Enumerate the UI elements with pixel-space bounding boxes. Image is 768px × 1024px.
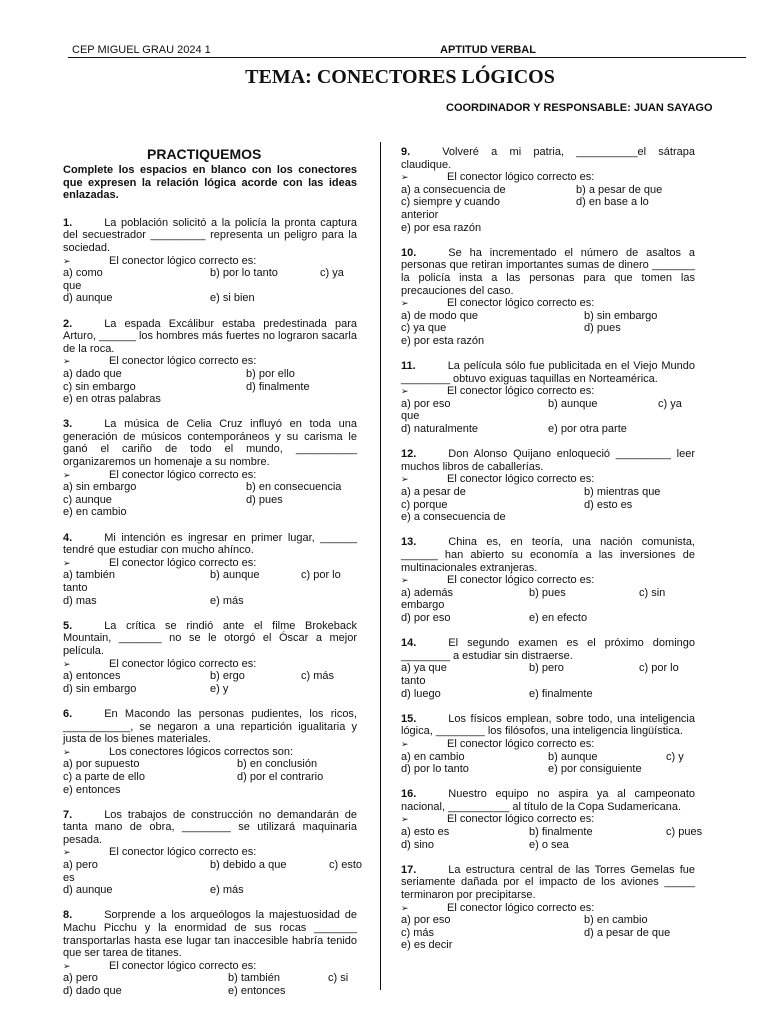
option: e) si bien [210, 292, 255, 305]
options-row [401, 927, 695, 940]
option: e) a consecuencia de [401, 511, 506, 524]
options-row [63, 494, 357, 507]
option: a) sin embargo [63, 481, 137, 494]
option: d) pues [584, 322, 621, 335]
option: c) pues [666, 826, 703, 839]
option: e) es decir [401, 939, 453, 952]
question-number: 10. [401, 246, 417, 259]
option: e) por otra parte [548, 423, 627, 436]
options-row [63, 859, 363, 872]
options-row [63, 683, 357, 696]
option-wrap-text: tanto [63, 582, 88, 594]
options-row [63, 972, 357, 985]
option: d) luego [401, 687, 441, 700]
subject-header: APTITUD VERBAL [440, 44, 536, 56]
option: a) como [63, 267, 103, 280]
question-number: 2. [63, 317, 73, 330]
option: e) más [210, 594, 244, 607]
option: b) por lo tanto [210, 267, 278, 280]
question-text: La población solicitó a la policía la pronta captura del secuestrador _________ representa un peligro para la sociedad. [63, 216, 357, 254]
prompt-text: El conector lógico correcto es: [447, 385, 595, 398]
options [401, 184, 695, 234]
question-text: La espada Excálibur estaba predestinada para Arturo, ______ los hombres más fuertes no lograron sacarla de la roca. [63, 317, 357, 355]
prompt-text: El conector lógico correcto es: [109, 556, 257, 569]
question-stem [401, 637, 695, 662]
option: d) dado que [63, 985, 122, 997]
connector-prompt [401, 738, 695, 751]
prompt-text: El conector lógico correcto es: [447, 473, 595, 486]
page-title: TEMA: CONECTORES LÓGICOS [245, 66, 555, 88]
connector-prompt [63, 960, 357, 973]
question-text: La crítica se rindió ante el filme Brokeback Mountain, _______ no se le otorgó el Óscar a mejor película. [63, 619, 357, 657]
options-row [63, 670, 357, 683]
question-9 [401, 146, 695, 234]
options-row [401, 939, 695, 952]
question-6 [63, 708, 357, 796]
options-row [63, 771, 357, 784]
option-wrap-text: que [63, 279, 82, 292]
option: e) y [210, 682, 229, 695]
prompt-text: El conector lógico correcto es: [109, 468, 257, 481]
option: d) por el contrario [237, 770, 324, 783]
option: d) por eso [401, 611, 451, 624]
question-stem [401, 788, 695, 813]
connector-prompt [401, 297, 695, 310]
question-number: 11. [401, 360, 416, 373]
options-row [63, 784, 357, 797]
question-11 [401, 360, 695, 436]
arrow-bullet-icon: ➢ [63, 255, 71, 266]
header-rule [68, 57, 746, 58]
options-row [401, 662, 695, 675]
connector-prompt [401, 902, 695, 915]
prompt-text: Los conectores lógicos correctos son: [109, 745, 294, 758]
options-row [401, 398, 695, 411]
options [401, 310, 695, 348]
option: a) por eso [401, 397, 451, 410]
prompt-text: El conector lógico correcto es: [109, 254, 257, 267]
option-wrap-text: embargo [401, 599, 445, 612]
arrow-bullet-icon: ➢ [401, 814, 409, 825]
option: b) pero [529, 662, 564, 675]
option: c) ya [320, 267, 344, 280]
option: e) más [210, 884, 244, 897]
options-row [63, 292, 357, 305]
options-row-wrap [401, 675, 695, 688]
question-number: 9. [401, 146, 411, 158]
question-stem [63, 909, 357, 959]
connector-prompt [63, 746, 357, 759]
arrow-bullet-icon: ➢ [401, 902, 409, 913]
options [401, 826, 703, 851]
option: b) ergo [210, 670, 245, 683]
options-row [63, 393, 357, 406]
question-17 [401, 864, 695, 952]
option: e) entonces [63, 783, 121, 796]
question-stem [63, 318, 357, 356]
option: b) a pesar de que [576, 183, 663, 196]
option: b) en cambio [584, 914, 648, 927]
options [401, 587, 695, 625]
question-2 [63, 318, 357, 406]
connector-prompt [63, 557, 357, 570]
option: c) ya que [401, 322, 447, 335]
question-number: 8. [63, 909, 73, 922]
option: e) por consiguiente [548, 763, 642, 776]
options [401, 914, 695, 952]
question-text: La película sólo fue publicitada en el Viejo Mundo ________ obtuvo exiguas taquillas en Norteamérica. [401, 360, 695, 385]
prompt-text: El conector lógico correcto es: [447, 171, 595, 184]
question-text: Sorprende a los arqueólogos la majestuosidad de Machu Picchu y la enormidad de sus rocas _______ transportarlas hasta ese lugar tan inaccesible habría tenido que ser tarea de titanes. [63, 909, 357, 960]
option: d) esto es [584, 498, 633, 511]
option: b) finalmente [529, 826, 593, 839]
options [63, 368, 357, 406]
instructions: Complete los espacios en blanco con los conectores que expresen la relación lógica acorde con las ideas enlazadas. [63, 164, 357, 202]
options-row [401, 423, 695, 436]
arrow-bullet-icon: ➢ [401, 386, 409, 397]
arrow-bullet-icon: ➢ [401, 298, 409, 309]
question-number: 1. [63, 216, 73, 229]
options [63, 569, 357, 607]
options-row [401, 612, 695, 625]
question-number: 5. [63, 619, 73, 632]
option: b) en consecuencia [246, 481, 342, 494]
question-number: 4. [63, 531, 73, 544]
school-header: CEP MIGUEL GRAU 2024 1 [72, 44, 211, 56]
option: b) aunque [548, 750, 598, 763]
prompt-text: El conector lógico correcto es: [447, 737, 595, 750]
connector-prompt [401, 473, 695, 486]
option: a) entonces [63, 670, 121, 683]
option: d) finalmente [246, 380, 310, 393]
options-row [401, 751, 695, 764]
option: c) aunque [63, 493, 112, 506]
arrow-bullet-icon: ➢ [401, 172, 409, 183]
option: a) esto es [401, 826, 450, 839]
prompt-text: El conector lógico correcto es: [109, 657, 257, 670]
options-row [63, 985, 357, 998]
arrow-bullet-icon: ➢ [63, 847, 71, 858]
connector-prompt [63, 469, 357, 482]
option: d) a pesar de que [584, 926, 671, 939]
question-5 [63, 620, 357, 696]
options-row-wrap [401, 410, 695, 423]
question-text: Don Alonso Quijano enloqueció _________ leer muchos libros de caballerías. [401, 448, 695, 473]
option: a) también [63, 569, 115, 582]
options-row [401, 914, 695, 927]
prompt-text: El conector lógico correcto es: [109, 355, 257, 368]
options-row [401, 335, 695, 348]
question-number: 15. [401, 712, 417, 725]
question-text: El segundo examen es el próximo domingo ________ a estudiar sin distraerse. [401, 637, 695, 662]
question-7 [63, 808, 363, 897]
question-number: 16. [401, 788, 417, 801]
connector-prompt [401, 813, 695, 826]
arrow-bullet-icon: ➢ [63, 658, 71, 669]
arrow-bullet-icon: ➢ [401, 738, 409, 749]
arrow-bullet-icon: ➢ [63, 557, 71, 568]
question-text: La música de Celia Cruz influyó en toda una generación de músicos contemporáneos y su carisma le ganó el cariño de todo el mundo, __________ organizaremos un homenaje a su nombre. [63, 418, 357, 469]
connector-prompt [63, 255, 357, 268]
question-number: 14. [401, 637, 417, 650]
question-number: 6. [63, 707, 73, 720]
question-stem [401, 448, 695, 473]
options-row [63, 506, 357, 519]
options-row [401, 322, 695, 335]
option-wrap-text: tanto [401, 674, 426, 687]
options [63, 481, 357, 519]
options-row [401, 222, 695, 235]
options-row [63, 884, 357, 897]
question-text: Volveré a mi patria, __________el sátrapa claudique. [401, 146, 695, 171]
option: c) por lo [301, 569, 341, 582]
option: c) porque [401, 498, 448, 511]
options [401, 751, 695, 776]
options-row [63, 481, 357, 494]
column-divider [380, 142, 381, 990]
options-row [63, 368, 357, 381]
options-row [401, 486, 695, 499]
section-heading: PRACTIQUEMOS [147, 146, 262, 162]
option: c) sin [639, 586, 666, 599]
option: d) aunque [63, 292, 113, 305]
option: a) por eso [401, 914, 451, 927]
options-row-wrap [63, 582, 357, 595]
question-8 [63, 909, 357, 997]
option: b) mientras que [584, 486, 661, 499]
option: c) siempre y cuando [401, 196, 501, 209]
option: e) o sea [529, 838, 569, 851]
option: d) mas [63, 594, 97, 607]
option: e) por esta razón [401, 334, 485, 347]
options-row-wrap [401, 209, 695, 222]
question-text: En Macondo las personas pudientes, los ricos, ___________, se negaron a una repartición igualitaria y justa de los bienes materiales. [63, 707, 357, 746]
option-wrap-text: anterior [401, 208, 439, 221]
question-stem [401, 360, 695, 385]
arrow-bullet-icon: ➢ [63, 960, 71, 971]
question-stem [401, 146, 695, 171]
option: a) a pesar de [401, 486, 466, 499]
option: a) en cambio [401, 750, 465, 763]
connector-prompt [63, 355, 357, 368]
option: e) en efecto [529, 611, 588, 624]
option-wrap-text: es [63, 871, 75, 884]
option: d) sin embargo [63, 682, 137, 695]
option: e) en otras palabras [63, 393, 161, 406]
option: c) a parte de ello [63, 770, 145, 783]
option: a) a consecuencia de [401, 183, 506, 196]
option: a) además [401, 586, 453, 599]
options-row-wrap [401, 599, 695, 612]
arrow-bullet-icon: ➢ [63, 469, 71, 480]
question-text: La estructura central de las Torres Gemelas fue seriamente dañada por el impacto de los aviones _____ terminaron por precipitarse. [401, 863, 695, 902]
question-stem [401, 247, 695, 297]
option: a) pero [63, 972, 98, 985]
options-row [401, 839, 695, 852]
option: b) sin embargo [584, 309, 658, 322]
prompt-text: El conector lógico correcto es: [447, 813, 595, 826]
arrow-bullet-icon: ➢ [401, 474, 409, 485]
option: e) finalmente [529, 687, 593, 700]
question-stem [63, 708, 357, 746]
option: a) por supuesto [63, 758, 140, 771]
options-row [401, 688, 695, 701]
option: a) dado que [63, 367, 122, 380]
option: e) por esa razón [401, 221, 482, 234]
option: d) en base a lo [576, 196, 649, 209]
question-number: 7. [63, 808, 73, 821]
connector-prompt [401, 171, 695, 184]
options [401, 662, 695, 700]
connector-prompt [401, 385, 695, 398]
question-number: 3. [63, 418, 73, 431]
option: b) pues [529, 586, 566, 599]
question-number: 13. [401, 536, 417, 549]
left-column [63, 146, 363, 1010]
question-stem [401, 713, 695, 738]
option: a) de modo que [401, 309, 479, 322]
question-13 [401, 536, 695, 624]
question-10 [401, 247, 695, 348]
option: d) pues [246, 493, 283, 506]
question-text: Nuestro equipo no aspira ya al campeonato nacional, __________ al título de la Copa Sudamericana. [401, 788, 695, 813]
option: b) aunque [548, 397, 598, 410]
options-row [401, 310, 695, 323]
options-row [63, 381, 357, 394]
option: a) pero [63, 859, 98, 872]
question-14 [401, 637, 695, 700]
coordinator-line: COORDINADOR Y RESPONSABLE: JUAN SAYAGO [446, 102, 713, 114]
options-row [401, 499, 695, 512]
prompt-text: El conector lógico correcto es: [447, 901, 595, 914]
option: c) por lo [639, 662, 679, 675]
question-1 [63, 217, 357, 305]
question-text: Los trabajos de construcción no demandarán de tanta mano de obra, ________ se utilizará maquinaria pesada. [63, 808, 357, 846]
option: a) ya que [401, 662, 447, 675]
question-text: Mi intención es ingresar en primer lugar, ______ tendré que estudiar con mucho ahínco. [63, 531, 357, 557]
question-stem [63, 217, 357, 255]
connector-prompt [63, 846, 357, 859]
options [63, 758, 357, 796]
prompt-text: El conector lógico correcto es: [447, 297, 595, 310]
option: e) entonces [228, 985, 286, 997]
question-stem [63, 418, 357, 468]
options-row [401, 587, 695, 600]
option: c) más [401, 926, 434, 939]
option: d) aunque [63, 884, 113, 897]
option: d) sino [401, 838, 435, 851]
question-15 [401, 713, 695, 776]
option: d) naturalmente [401, 423, 479, 436]
question-4 [63, 532, 357, 608]
options [63, 972, 357, 997]
question-stem [401, 864, 695, 902]
prompt-text: El conector lógico correcto es: [109, 846, 257, 859]
option: c) esto [329, 859, 363, 872]
options-row-wrap [63, 872, 357, 885]
options-row [401, 184, 695, 197]
option: d) por lo tanto [401, 763, 469, 776]
option-wrap-text: que [401, 410, 420, 423]
question-stem [63, 809, 357, 847]
question-text: Se ha incrementado el número de asaltos a personas que retiran importantes sumas de dinero _______ la policía insta a las personas para que tomen las precauciones del caso. [401, 246, 695, 297]
option: c) ya [658, 397, 682, 410]
options [63, 267, 357, 305]
options-row [401, 826, 703, 839]
option: e) en cambio [63, 506, 127, 519]
question-number: 17. [401, 863, 417, 876]
options-row [63, 569, 357, 582]
right-column [401, 146, 703, 965]
question-text: China es, en teoría, una nación comunista, ______ han abierto su economía a las inversiones de multinacionales extranjeras. [401, 536, 695, 574]
question-text: Los físicos emplean, sobre todo, una inteligencia lógica, ________ los filósofos, una inteligencia lingüística. [401, 712, 695, 738]
question-3 [63, 418, 357, 519]
arrow-bullet-icon: ➢ [401, 575, 409, 586]
options [63, 670, 357, 695]
option: c) más [301, 670, 334, 683]
options [401, 398, 695, 436]
question-12 [401, 448, 695, 524]
option: b) debido a que [210, 859, 287, 872]
options-row [63, 758, 357, 771]
connector-prompt [63, 658, 357, 671]
options-row [401, 511, 695, 524]
question-stem [63, 620, 357, 658]
option: c) si [328, 972, 349, 985]
connector-prompt [401, 574, 695, 587]
arrow-bullet-icon: ➢ [63, 356, 71, 367]
options [63, 859, 363, 897]
options-row [401, 196, 695, 209]
options-row [63, 267, 357, 280]
question-16 [401, 788, 703, 851]
arrow-bullet-icon: ➢ [63, 746, 71, 757]
option: b) por ello [246, 367, 295, 380]
options [401, 486, 695, 524]
options-row [401, 763, 695, 776]
prompt-text: El conector lógico correcto es: [109, 959, 257, 972]
options-row-wrap [63, 280, 357, 293]
prompt-text: El conector lógico correcto es: [447, 574, 595, 587]
question-number: 12. [401, 448, 417, 461]
option: b) aunque [210, 569, 260, 582]
option: b) en conclusión [237, 758, 318, 771]
option: c) y [666, 750, 684, 763]
question-stem [63, 532, 357, 557]
option: b) también [228, 972, 280, 985]
options-row [63, 595, 357, 608]
option: c) sin embargo [63, 380, 136, 393]
question-stem [401, 536, 695, 574]
